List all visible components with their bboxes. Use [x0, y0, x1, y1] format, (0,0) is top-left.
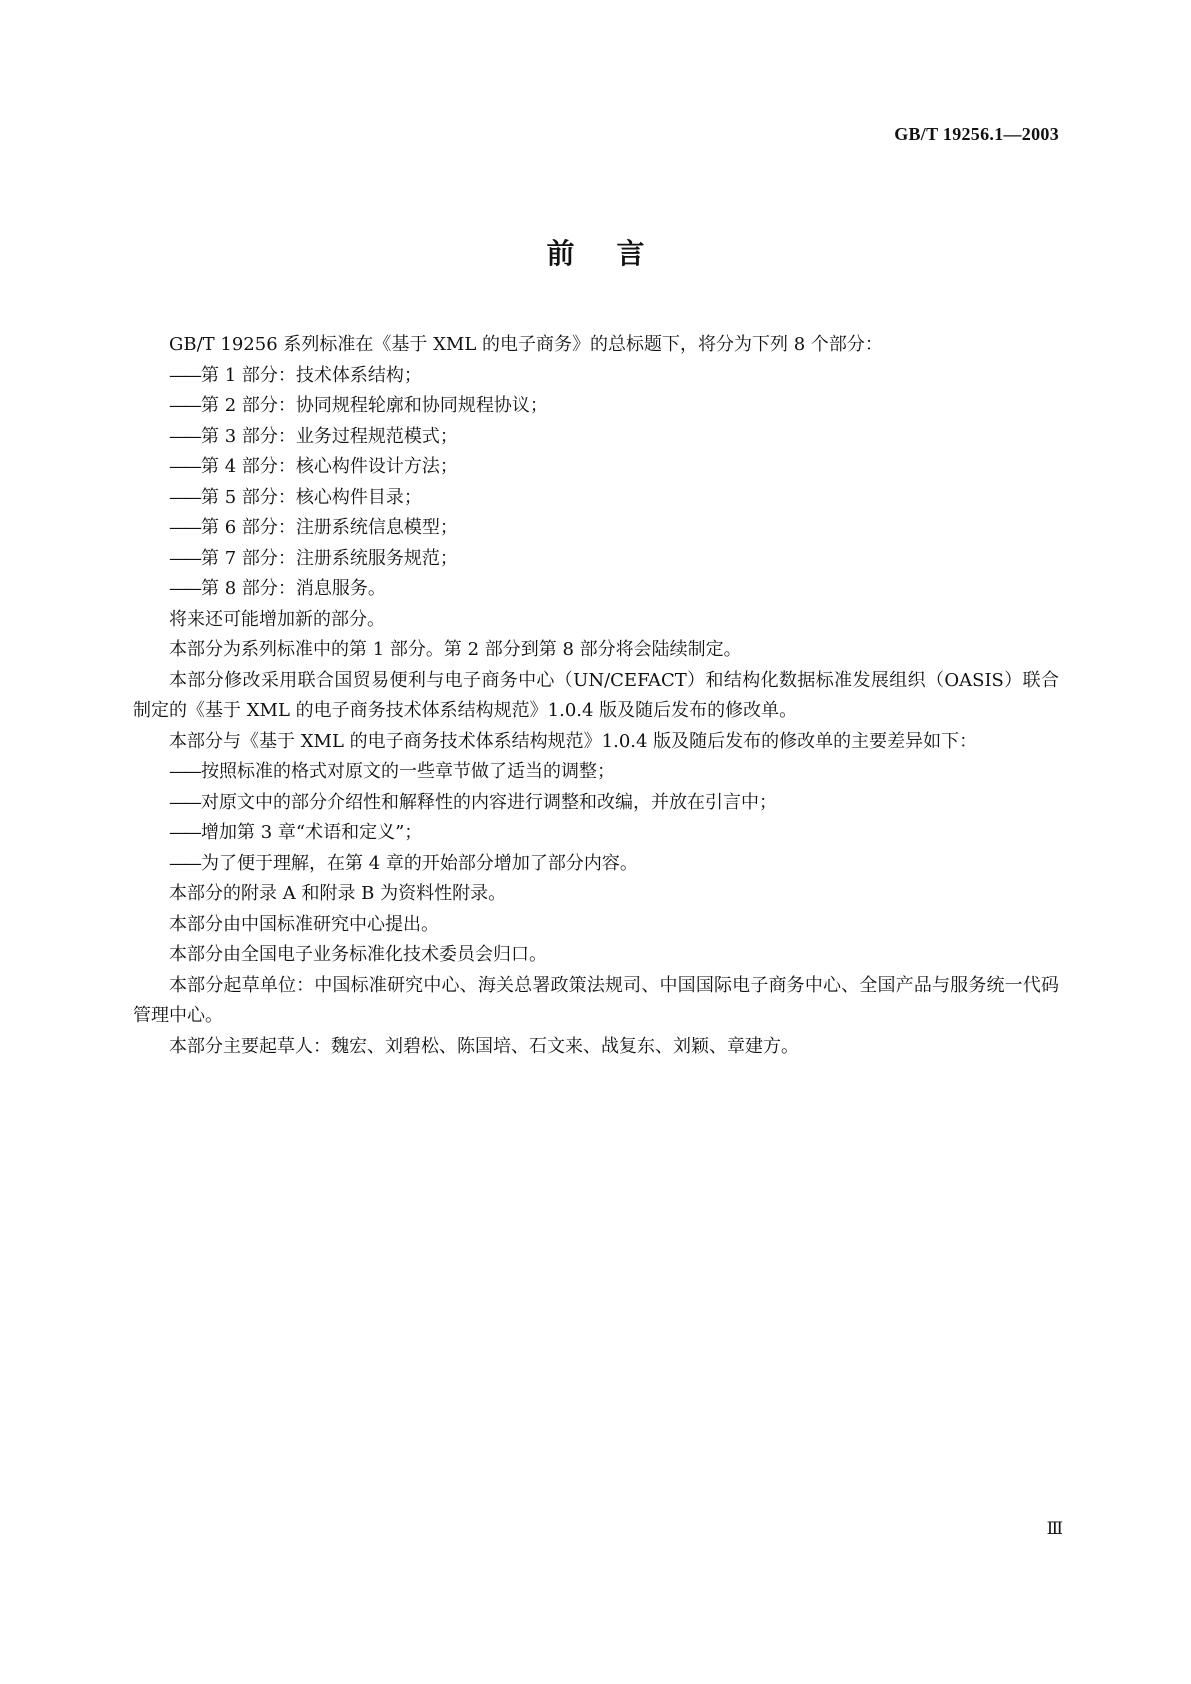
list-item-difference-3	[133, 818, 1059, 849]
drafting-units-paragraph: 本部分起草单位：中国标准研究中心、海关总署政策法规司、中国国际电子商务中心、全国产品与服务统一代码管理中心。	[133, 974, 1059, 1026]
list-item-text: 第 5 部分：核心构件目录；	[201, 486, 422, 508]
annex-paragraph: 本部分的附录 A 和附录 B 为资料性附录。	[169, 883, 507, 904]
list-item-difference-2	[133, 788, 1059, 819]
dash-mark: ——	[169, 822, 199, 843]
future-paragraph: 将来还可能增加新的部分。	[169, 608, 385, 630]
drafters-paragraph: 本部分主要起草人：魏宏、刘碧松、陈国培、石文来、战复东、刘颖、章建方。	[169, 1035, 799, 1057]
dash-mark: ——	[169, 852, 199, 874]
list-item-part-5	[133, 483, 1059, 514]
foreword-body	[133, 330, 1059, 1062]
list-item-difference-1	[133, 757, 1059, 788]
list-item-part-2	[133, 391, 1059, 422]
list-item-text: 对原文中的部分介绍性和解释性的内容进行调整和改编，并放在引言中；	[201, 791, 777, 813]
list-item-text: 第 3 部分：业务过程规范模式；	[201, 425, 458, 447]
dash-mark: ——	[169, 456, 199, 477]
adoption-paragraph: 本部分修改采用联合国贸易便利与电子商务中心（UN/CEFACT）和结构化数据标准发展组织（OASIS）联合制定的《基于 XML 的电子商务技术体系结构规范》1.0.4 版及随后发布的修改单。	[133, 669, 1059, 721]
dash-mark: ——	[169, 425, 199, 447]
list-item-text: 按照标准的格式对原文的一些章节做了适当的调整；	[201, 761, 615, 782]
intro-paragraph: GB/T 19256 系列标准在《基于 XML 的电子商务》的总标题下，将分为下列 8 个部分：	[169, 334, 883, 355]
page-title: 前言	[546, 237, 687, 270]
list-item-text: 第 4 部分：核心构件设计方法；	[201, 456, 458, 477]
list-item-part-4	[133, 452, 1059, 483]
managed-by-paragraph: 本部分由全国电子业务标准化技术委员会归口。	[169, 944, 547, 965]
list-item-text: 第 1 部分：技术体系结构；	[201, 364, 422, 386]
list-item-difference-4	[133, 849, 1059, 880]
dash-mark: ——	[169, 578, 199, 599]
proposed-by-paragraph: 本部分由中国标准研究中心提出。	[169, 913, 439, 935]
series-paragraph: 本部分为系列标准中的第 1 部分。第 2 部分到第 8 部分将会陆续制定。	[169, 639, 742, 660]
list-item-part-8	[133, 574, 1059, 605]
dash-mark: ——	[169, 547, 199, 569]
list-item-text: 第 2 部分：协同规程轮廓和协同规程协议；	[201, 395, 548, 416]
list-item-part-3	[133, 422, 1059, 453]
list-item-text: 为了便于理解，在第 4 章的开始部分增加了部分内容。	[201, 852, 638, 874]
dash-mark: ——	[169, 517, 199, 538]
dash-mark: ——	[169, 791, 199, 813]
list-item-text: 增加第 3 章“术语和定义”；	[201, 822, 423, 843]
list-item-part-7	[133, 544, 1059, 575]
list-item-text: 第 6 部分：注册系统信息模型；	[201, 517, 458, 538]
list-item-text: 第 8 部分：消息服务。	[201, 578, 386, 599]
dash-mark: ——	[169, 364, 199, 386]
dash-mark: ——	[169, 761, 199, 782]
list-item-text: 第 7 部分：注册系统服务规范；	[201, 547, 458, 569]
list-item-part-1	[133, 361, 1059, 392]
standard-code: GB/T 19256.1—2003	[894, 124, 1059, 144]
dash-mark: ——	[169, 395, 199, 416]
list-item-part-6	[133, 513, 1059, 544]
differences-paragraph: 本部分与《基于 XML 的电子商务技术体系结构规范》1.0.4 版及随后发布的修改单的主要差异如下：	[169, 730, 978, 752]
dash-mark: ——	[169, 486, 199, 508]
page-number: Ⅲ	[1046, 1519, 1063, 1538]
